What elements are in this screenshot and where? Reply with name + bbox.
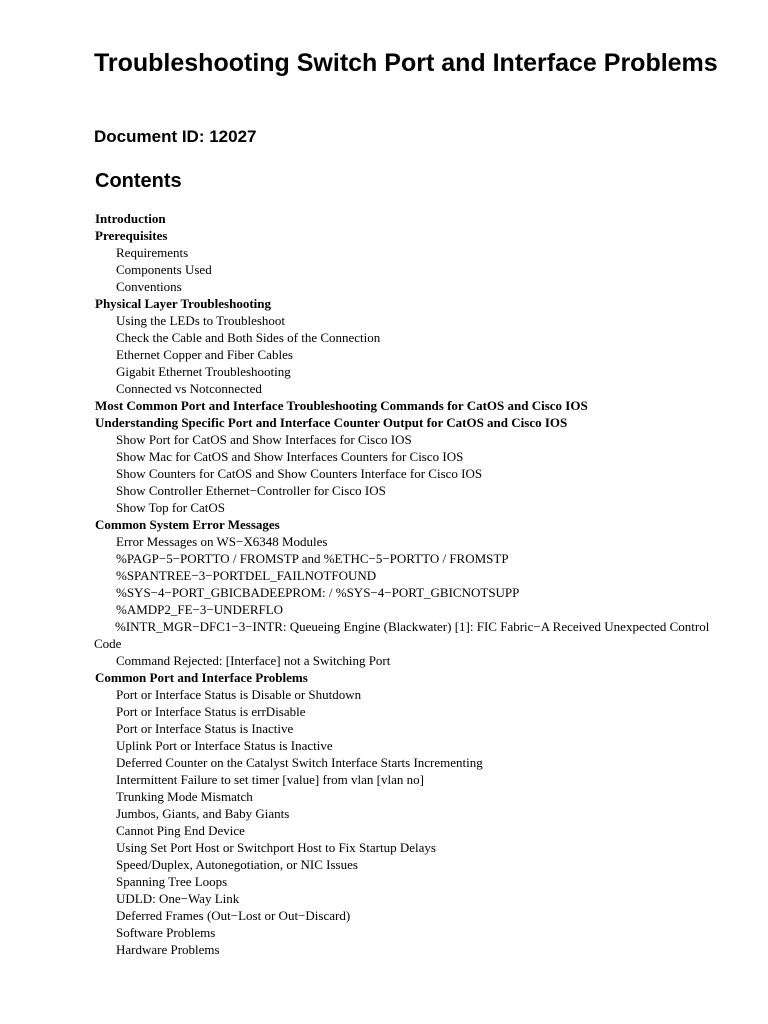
toc-section-link[interactable] — [95, 669, 735, 686]
toc-link-text[interactable]: Deferred Frames (Out−Lost or Out−Discard) — [116, 908, 351, 923]
toc-subsection-link[interactable] — [95, 839, 735, 856]
toc-subsection-link[interactable] — [95, 329, 735, 346]
toc-subsection-link[interactable] — [95, 363, 735, 380]
toc-subsection-link[interactable] — [95, 533, 735, 550]
toc-link-text[interactable]: Error Messages on WS−X6348 Modules — [116, 534, 328, 549]
toc-link-text[interactable]: Understanding Specific Port and Interface Counter Output for CatOS and Cisco IOS — [95, 415, 568, 430]
toc-link-text[interactable]: Conventions — [116, 279, 182, 294]
toc-subsection-link[interactable] — [95, 261, 735, 278]
toc-section-link[interactable] — [95, 414, 735, 431]
toc-link-text[interactable]: Intermittent Failure to set timer [value] from vlan [vlan no] — [116, 772, 424, 787]
toc-subsection-link[interactable] — [95, 754, 735, 771]
toc-subsection-link[interactable] — [95, 856, 735, 873]
toc-link-text[interactable]: Prerequisites — [95, 228, 168, 243]
toc-link-text[interactable]: Show Controller Ethernet−Controller for Cisco IOS — [116, 483, 386, 498]
toc-subsection-link[interactable] — [95, 601, 735, 618]
toc-subsection-link[interactable] — [95, 941, 735, 958]
toc-subsection-link[interactable] — [95, 499, 735, 516]
toc-link-text[interactable]: Port or Interface Status is Inactive — [116, 721, 294, 736]
toc-link-text[interactable]: Port or Interface Status is errDisable — [116, 704, 306, 719]
toc-link-text[interactable]: Port or Interface Status is Disable or Shutdown — [116, 687, 362, 702]
toc-subsection-link[interactable] — [95, 431, 735, 448]
toc-subsection-link[interactable] — [95, 788, 735, 805]
toc-subsection-link[interactable] — [95, 873, 735, 890]
table-of-contents — [95, 210, 735, 958]
toc-link-text[interactable]: %SYS−4−PORT_GBICBADEEPROM: / %SYS−4−PORT_GBICNOTSUPP — [116, 585, 520, 600]
toc-link-text[interactable]: Requirements — [116, 245, 189, 260]
toc-link-text[interactable]: Command Rejected: [Interface] not a Switching Port — [116, 653, 391, 668]
toc-subsection-link[interactable] — [95, 686, 735, 703]
toc-link-text[interactable]: Common System Error Messages — [95, 517, 280, 532]
toc-subsection-link[interactable] — [95, 550, 735, 567]
toc-section-link[interactable] — [95, 295, 735, 312]
toc-link-text[interactable]: Most Common Port and Interface Troubleshooting Commands for CatOS and Cisco IOS — [95, 398, 588, 413]
toc-link-text[interactable]: Using Set Port Host or Switchport Host to Fix Startup Delays — [116, 840, 436, 855]
toc-subsection-link[interactable] — [94, 618, 735, 652]
toc-link-text[interactable]: Cannot Ping End Device — [116, 823, 245, 838]
toc-subsection-link[interactable] — [95, 312, 735, 329]
toc-link-text[interactable]: Jumbos, Giants, and Baby Giants — [116, 806, 290, 821]
toc-link-text[interactable]: %INTR_MGR−DFC1−3−INTR: Queueing Engine (Blackwater) [1]: FIC Fabric−A Received Unexpected Control Code — [94, 619, 710, 651]
toc-subsection-link[interactable] — [95, 448, 735, 465]
toc-subsection-link[interactable] — [95, 703, 735, 720]
toc-subsection-link[interactable] — [95, 737, 735, 754]
toc-subsection-link[interactable] — [95, 584, 735, 601]
toc-link-text[interactable]: %SPANTREE−3−PORTDEL_FAILNOTFOUND — [116, 568, 377, 583]
toc-subsection-link[interactable] — [95, 380, 735, 397]
toc-link-text[interactable]: Hardware Problems — [116, 942, 220, 957]
toc-subsection-link[interactable] — [95, 771, 735, 788]
toc-subsection-link[interactable] — [95, 465, 735, 482]
toc-subsection-link[interactable] — [95, 822, 735, 839]
contents-heading: Contents — [95, 170, 182, 192]
toc-link-text[interactable]: Components Used — [116, 262, 212, 277]
toc-link-text[interactable]: %AMDP2_FE−3−UNDERFLO — [116, 602, 284, 617]
toc-section-link[interactable] — [95, 397, 735, 414]
toc-subsection-link[interactable] — [95, 244, 735, 261]
toc-link-text[interactable]: Show Top for CatOS — [116, 500, 225, 515]
toc-link-text[interactable]: Common Port and Interface Problems — [95, 670, 308, 685]
toc-subsection-link[interactable] — [95, 346, 735, 363]
toc-subsection-link[interactable] — [95, 720, 735, 737]
toc-link-text[interactable]: Spanning Tree Loops — [116, 874, 228, 889]
toc-link-text[interactable]: Check the Cable and Both Sides of the Connection — [116, 330, 381, 345]
toc-link-text[interactable]: %PAGP−5−PORTTO / FROMSTP and %ETHC−5−PORTTO / FROMSTP — [116, 551, 509, 566]
toc-section-link[interactable] — [95, 227, 735, 244]
toc-link-text[interactable]: Show Counters for CatOS and Show Counters Interface for Cisco IOS — [116, 466, 483, 481]
toc-link-text[interactable]: Using the LEDs to Troubleshoot — [116, 313, 286, 328]
toc-link-text[interactable]: Deferred Counter on the Catalyst Switch Interface Starts Incrementing — [116, 755, 483, 770]
toc-link-text[interactable]: Connected vs Notconnected — [116, 381, 262, 396]
toc-link-text[interactable]: UDLD: One−Way Link — [116, 891, 240, 906]
toc-section-link[interactable] — [95, 516, 735, 533]
toc-subsection-link[interactable] — [95, 482, 735, 499]
toc-link-text[interactable]: Speed/Duplex, Autonegotiation, or NIC Issues — [116, 857, 358, 872]
toc-subsection-link[interactable] — [95, 924, 735, 941]
toc-subsection-link[interactable] — [95, 652, 735, 669]
document-title: Troubleshooting Switch Port and Interface Problems — [94, 49, 718, 77]
toc-link-text[interactable]: Software Problems — [116, 925, 216, 940]
toc-link-text[interactable]: Uplink Port or Interface Status is Inactive — [116, 738, 333, 753]
toc-link-text[interactable]: Introduction — [95, 211, 166, 226]
toc-subsection-link[interactable] — [95, 805, 735, 822]
toc-subsection-link[interactable] — [95, 890, 735, 907]
toc-subsection-link[interactable] — [95, 567, 735, 584]
toc-link-text[interactable]: Gigabit Ethernet Troubleshooting — [116, 364, 291, 379]
toc-link-text[interactable]: Show Port for CatOS and Show Interfaces for Cisco IOS — [116, 432, 412, 447]
document-id: Document ID: 12027 — [94, 127, 257, 146]
toc-link-text[interactable]: Trunking Mode Mismatch — [116, 789, 253, 804]
toc-link-text[interactable]: Physical Layer Troubleshooting — [95, 296, 272, 311]
toc-subsection-link[interactable] — [95, 907, 735, 924]
toc-link-text[interactable]: Ethernet Copper and Fiber Cables — [116, 347, 293, 362]
toc-subsection-link[interactable] — [95, 278, 735, 295]
toc-link-text[interactable]: Show Mac for CatOS and Show Interfaces Counters for Cisco IOS — [116, 449, 464, 464]
toc-section-link[interactable] — [95, 210, 735, 227]
